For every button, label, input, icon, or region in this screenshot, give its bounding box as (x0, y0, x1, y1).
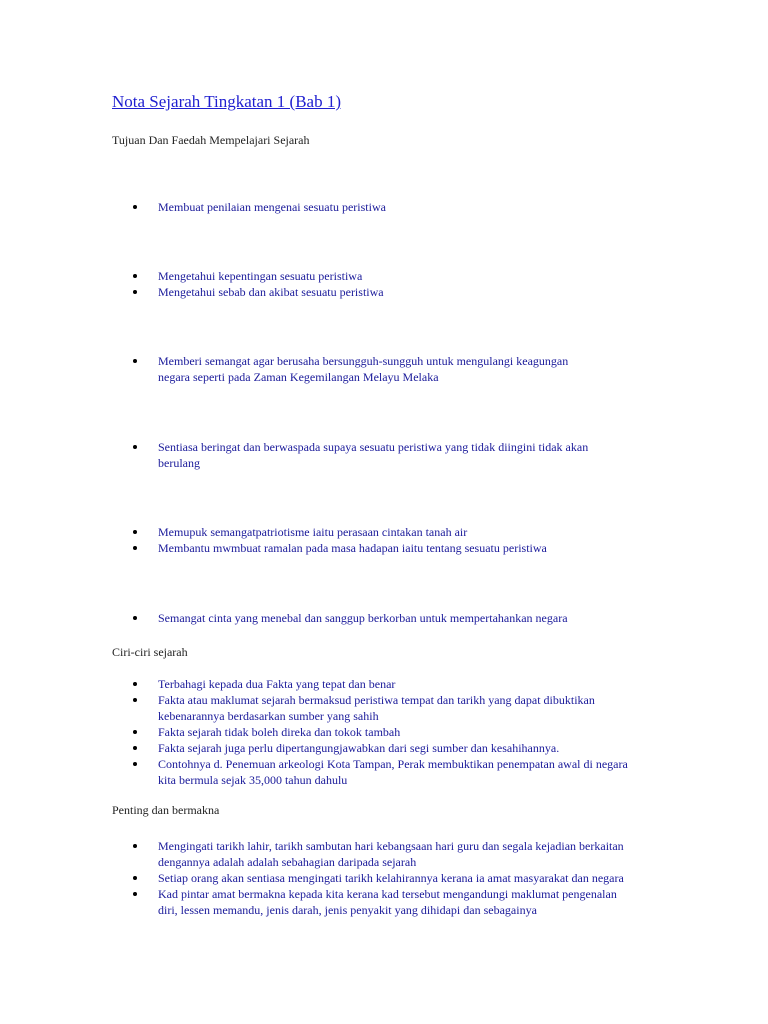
bullet-icon (133, 746, 137, 750)
list-item-text: Memupuk semangatpatriotisme iaitu perasaan cintakan tanah air (158, 525, 468, 539)
bullet-icon (133, 205, 137, 209)
list-item-text: diri, lessen memandu, jenis darah, jenis penyakit yang dihidapi dan sebagainya (158, 903, 537, 917)
bullet-icon (133, 359, 137, 363)
bullet-icon (133, 730, 137, 734)
list-item-text: kita bermula sejak 35,000 tahun dahulu (158, 773, 348, 787)
list-item (133, 676, 628, 692)
list-item-text: Setiap orang akan sentiasa mengingati tarikh kelahirannya kerana ia amat masyarakat dan negara (158, 871, 624, 885)
list-item (133, 199, 386, 215)
bullet-icon (133, 530, 137, 534)
bullet-icon (133, 274, 137, 278)
bullet-icon (133, 682, 137, 686)
bullet-icon (133, 762, 137, 766)
bullet-icon (133, 290, 137, 294)
bullet-icon (133, 445, 137, 449)
list-item-text: Semangat cinta yang menebal dan sanggup berkorban untuk mempertahankan negara (158, 611, 568, 625)
bullet-list (133, 439, 588, 471)
list-item-text: Membantu mwmbuat ramalan pada masa hadapan iaitu tentang sesuatu peristiwa (158, 541, 547, 555)
bullet-icon (133, 698, 137, 702)
bullet-icon (133, 616, 137, 620)
bullet-list (133, 268, 384, 300)
list-item-text: Membuat penilaian mengenai sesuatu peristiwa (158, 200, 386, 214)
list-item-text: Sentiasa beringat dan berwaspada supaya sesuatu peristiwa yang tidak diingini tidak akan (158, 440, 589, 454)
list-item (133, 268, 384, 284)
list-item-text: Terbahagi kepada dua Fakta yang tepat dan benar (158, 677, 396, 691)
bullet-list (133, 610, 568, 626)
list-item (133, 610, 568, 626)
list-item (133, 540, 547, 556)
list-item-text: Fakta sejarah juga perlu dipertangungjawabkan dari segi sumber dan kesahihannya. (158, 741, 560, 755)
bullet-icon (133, 876, 137, 880)
list-item-text: Contohnya d. Penemuan arkeologi Kota Tampan, Perak membuktikan penempatan awal di negara (158, 757, 628, 771)
document-title[interactable]: Nota Sejarah Tingkatan 1 (Bab 1) (112, 92, 341, 111)
section-heading: Tujuan Dan Faedah Mempelajari Sejarah (112, 133, 310, 147)
list-item-text: Mengingati tarikh lahir, tarikh sambutan hari kebangsaan hari guru dan segala kejadian berkaitan (158, 839, 624, 853)
list-item (133, 524, 547, 540)
list-item (133, 692, 628, 724)
bullet-icon (133, 546, 137, 550)
list-item-text: kebenarannya berdasarkan sumber yang sahih (158, 709, 379, 723)
list-item (133, 870, 624, 886)
bullet-icon (133, 892, 137, 896)
list-item-text: negara seperti pada Zaman Kegemilangan Melayu Melaka (158, 370, 439, 384)
list-item-text: Mengetahui kepentingan sesuatu peristiwa (158, 269, 363, 283)
bullet-list (133, 199, 386, 215)
list-item (133, 284, 384, 300)
list-item (133, 353, 568, 385)
list-item-text: Fakta sejarah tidak boleh direka dan tokok tambah (158, 725, 401, 739)
list-item-text: Fakta atau maklumat sejarah bermaksud peristiwa tempat dan tarikh yang dapat dibuktikan (158, 693, 595, 707)
section-heading: Ciri-ciri sejarah (112, 645, 188, 659)
list-item-text: Memberi semangat agar berusaha bersungguh-sungguh untuk mengulangi keagungan (158, 354, 569, 368)
list-item-text: Mengetahui sebab dan akibat sesuatu peristiwa (158, 285, 384, 299)
bullet-list (133, 838, 624, 918)
list-item (133, 838, 624, 870)
bullet-icon (133, 844, 137, 848)
bullet-list (133, 676, 628, 788)
list-item-text: Kad pintar amat bermakna kepada kita kerana kad tersebut mengandungi maklumat pengenalan (158, 887, 617, 901)
list-item (133, 740, 628, 756)
section-heading: Penting dan bermakna (112, 803, 220, 817)
list-item (133, 756, 628, 788)
list-item (133, 724, 628, 740)
list-item (133, 886, 624, 918)
list-item-text: dengannya adalah adalah sebahagian daripada sejarah (158, 855, 417, 869)
list-item (133, 439, 588, 471)
list-item-text: berulang (158, 456, 200, 470)
bullet-list (133, 524, 547, 556)
bullet-list (133, 353, 568, 385)
